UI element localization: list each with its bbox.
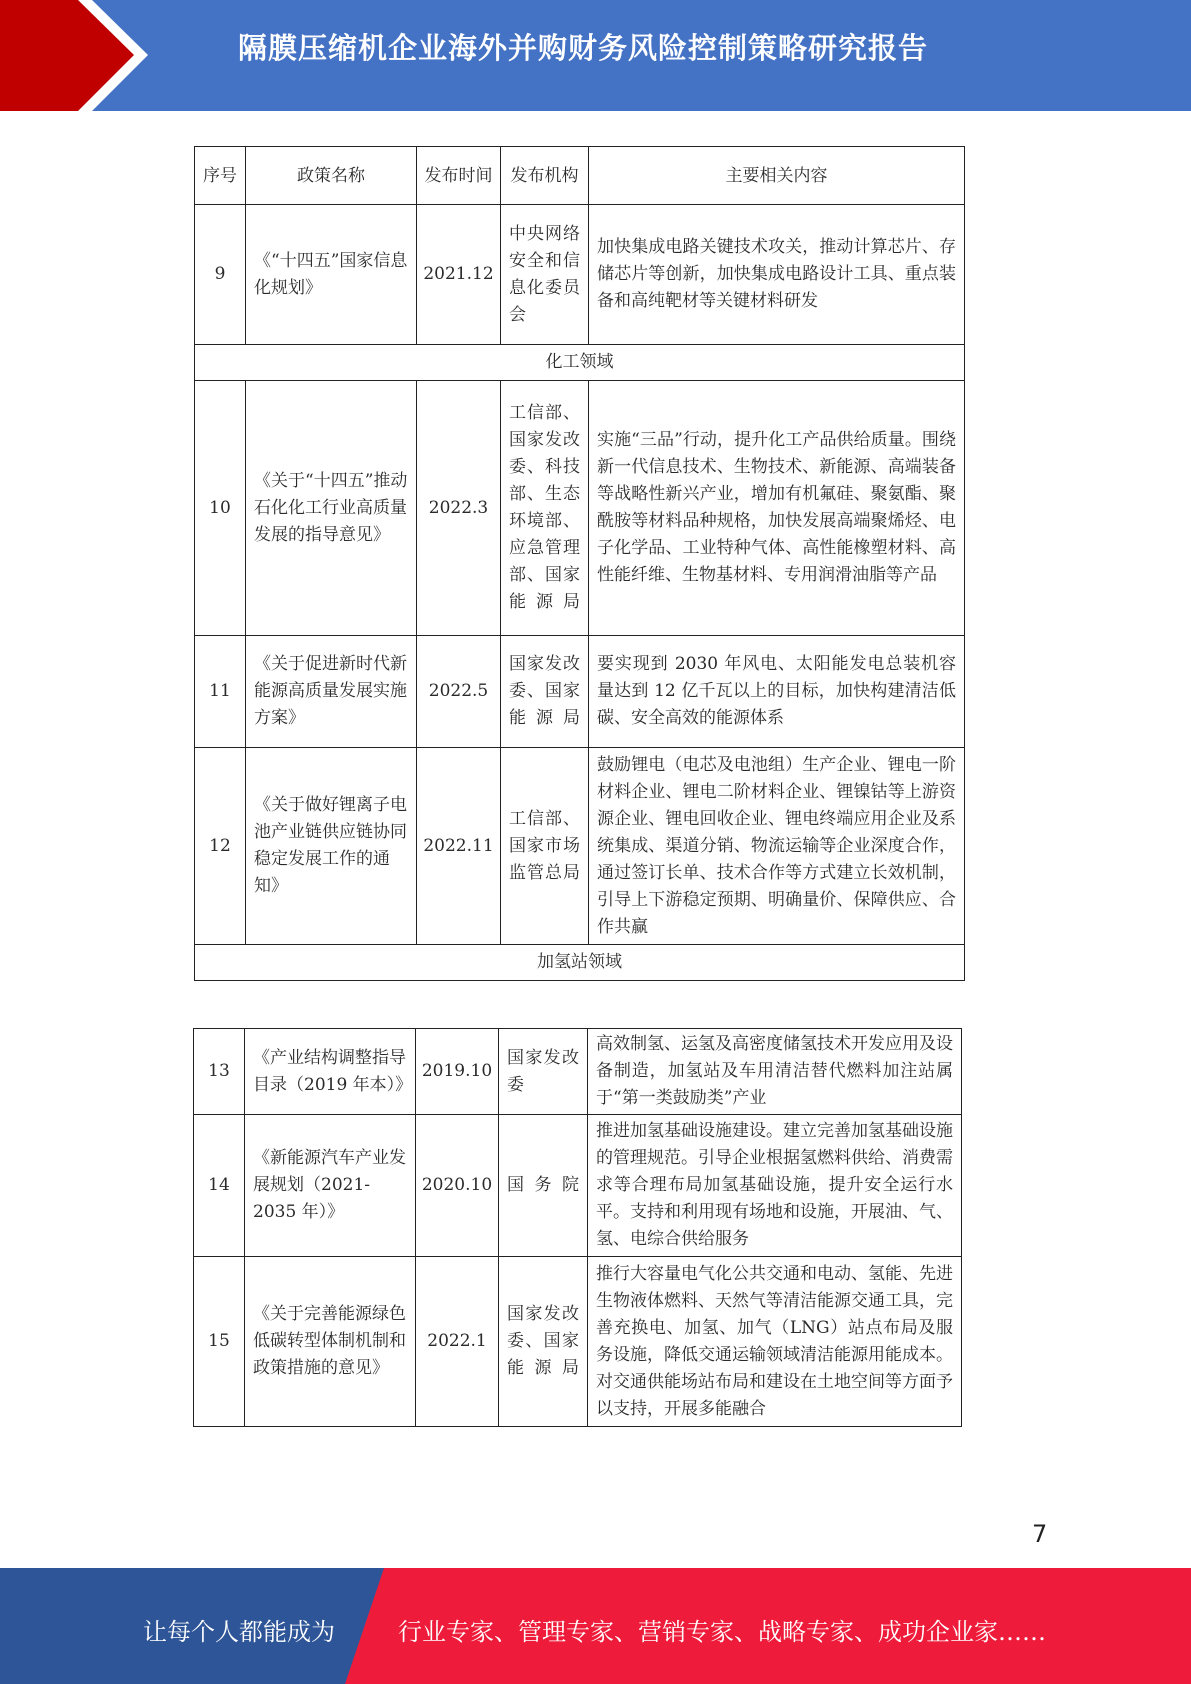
row-num: 9	[195, 205, 246, 345]
section-row	[195, 945, 965, 981]
footer-slogan-left: 让每个人都能成为	[143, 1618, 335, 1646]
row-num: 12	[195, 748, 246, 945]
row-policy-name: 《关于做好锂离子电池产业链供应链协同稳定发展工作的通知》	[246, 748, 417, 945]
row-policy-name: 《“十四五”国家信息化规划》	[246, 205, 417, 345]
row-policy-name: 《产业结构调整指导目录（2019 年本）》	[245, 1029, 416, 1115]
header-release-time: 发布时间	[417, 147, 501, 205]
row-policy-name: 《关于完善能源绿色低碳转型体制机制和政策措施的意见》	[245, 1257, 416, 1427]
row-policy-name: 《新能源汽车产业发展规划（2021-2035 年）》	[245, 1115, 416, 1257]
row-content: 高效制氢、运氢及高密度储氢技术开发应用及设备制造，加氢站及车用清洁替代燃料加注站属于“第一类鼓励类”产业	[588, 1029, 962, 1115]
table-row	[195, 748, 965, 945]
row-num: 11	[195, 636, 246, 748]
policy-table-part-2	[193, 1028, 962, 1427]
header-content: 主要相关内容	[589, 147, 965, 205]
document-title: 隔膜压缩机企业海外并购财务风险控制策略研究报告	[238, 31, 929, 65]
row-time: 2020.10	[416, 1115, 499, 1257]
row-time: 2022.1	[416, 1257, 499, 1427]
section-row	[195, 345, 965, 381]
table-row	[194, 1257, 962, 1427]
row-time: 2022.5	[417, 636, 501, 748]
footer-slogan-right: 行业专家、管理专家、营销专家、战略专家、成功企业家……	[398, 1618, 1046, 1646]
row-issuer: 国务院	[499, 1115, 588, 1257]
row-content: 要实现到 2030 年风电、太阳能发电总装机容量达到 12 亿千瓦以上的目标，加快构建清洁低碳、安全高效的能源体系	[589, 636, 965, 748]
table-header-row	[195, 147, 965, 205]
policy-table-part-1	[194, 146, 965, 981]
row-issuer: 中央网络安全和信息化委员会	[501, 205, 589, 345]
table-row	[195, 205, 965, 345]
table-row	[195, 636, 965, 748]
row-issuer: 工信部、国家发改委、科技部、生态环境部、应急管理部、国家能源局	[501, 381, 589, 636]
page-number: 7	[1032, 1520, 1048, 1548]
row-content: 鼓励锂电（电芯及电池组）生产企业、锂电一阶材料企业、锂电二阶材料企业、锂镍钴等上游资源企业、锂电回收企业、锂电终端应用企业及系统集成、渠道分销、物流运输等企业深度合作，通过签订长单、技术合作等方式建立长效机制，引导上下游稳定预期、明确量价、保障供应、合作共赢	[589, 748, 965, 945]
row-policy-name: 《关于“十四五”推动石化化工行业高质量发展的指导意见》	[246, 381, 417, 636]
row-num: 15	[194, 1257, 245, 1427]
section-hydrogen: 加氢站领域	[195, 945, 965, 981]
row-content: 实施“三品”行动，提升化工产品供给质量。围绕新一代信息技术、生物技术、新能源、高端装备等战略性新兴产业，增加有机氟硅、聚氨酯、聚酰胺等材料品种规格，加快发展高端聚烯烃、电子化学品、工业特种气体、高性能橡塑材料、高性能纤维、生物基材料、专用润滑油脂等产品	[589, 381, 965, 636]
page-footer	[0, 1568, 1191, 1684]
row-issuer: 国家发改委、国家能源局	[501, 636, 589, 748]
row-policy-name: 《关于促进新时代新能源高质量发展实施方案》	[246, 636, 417, 748]
row-num: 10	[195, 381, 246, 636]
page-header	[0, 0, 1191, 111]
row-issuer: 工信部、国家市场监管总局	[501, 748, 589, 945]
row-num: 14	[194, 1115, 245, 1257]
row-issuer: 国家发改委、国家能源局	[499, 1257, 588, 1427]
section-chemical: 化工领域	[195, 345, 965, 381]
row-content: 推行大容量电气化公共交通和电动、氢能、先进生物液体燃料、天然气等清洁能源交通工具，完善充换电、加氢、加气（LNG）站点布局及服务设施，降低交通运输领域清洁能源用能成本。对交通供能场站布局和建设在土地空间等方面予以支持，开展多能融合	[588, 1257, 962, 1427]
row-content: 加快集成电路关键技术攻关，推动计算芯片、存储芯片等创新，加快集成电路设计工具、重点装备和高纯靶材等关键材料研发	[589, 205, 965, 345]
row-issuer: 国家发改委	[499, 1029, 588, 1115]
table-row	[194, 1115, 962, 1257]
table-row	[195, 381, 965, 636]
header-policy-name: 政策名称	[246, 147, 417, 205]
row-time: 2019.10	[416, 1029, 499, 1115]
row-time: 2022.3	[417, 381, 501, 636]
row-time: 2022.11	[417, 748, 501, 945]
row-num: 13	[194, 1029, 245, 1115]
row-content: 推进加氢基础设施建设。建立完善加氢基础设施的管理规范。引导企业根据氢燃料供给、消费需求等合理布局加氢基础设施，提升安全运行水平。支持和利用现有场地和设施，开展油、气、氢、电综合供给服务	[588, 1115, 962, 1257]
row-time: 2021.12	[417, 205, 501, 345]
table-row	[194, 1029, 962, 1115]
header-issuer: 发布机构	[501, 147, 589, 205]
header-seq: 序号	[195, 147, 246, 205]
